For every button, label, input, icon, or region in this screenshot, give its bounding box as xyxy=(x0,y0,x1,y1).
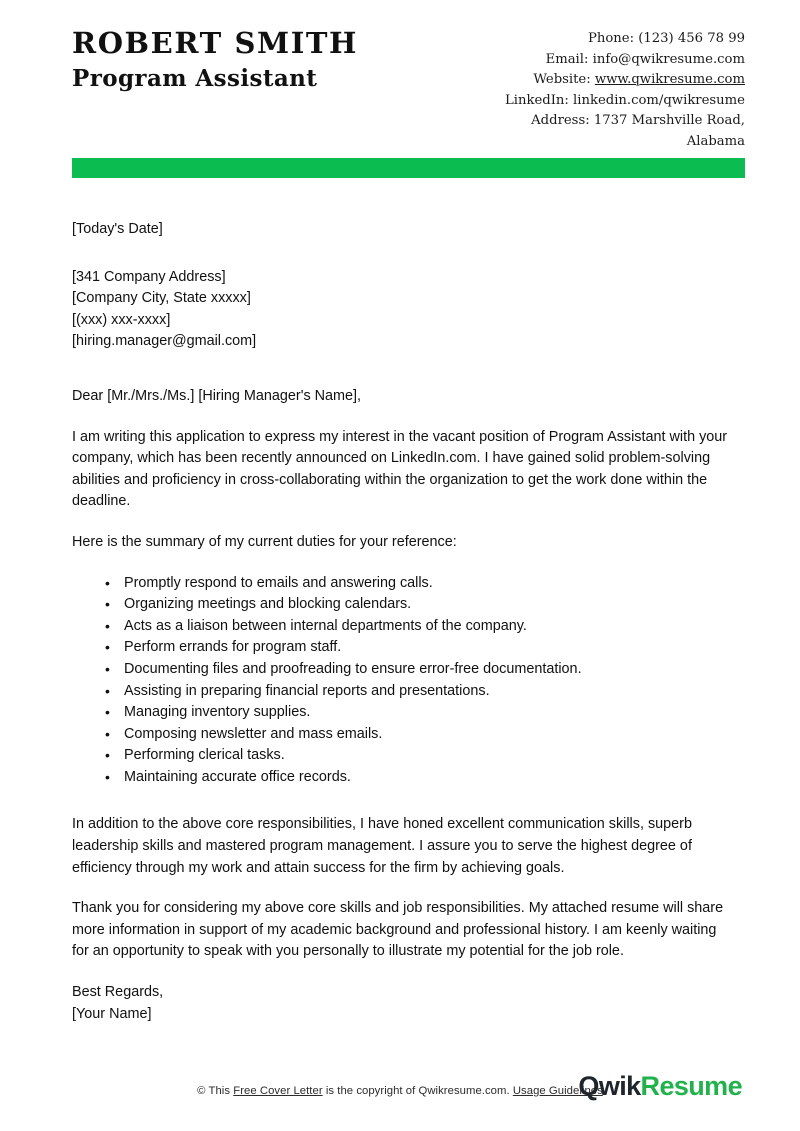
recipient-city-state-zip: [Company City, State xxxxx] xyxy=(72,290,251,307)
list-item xyxy=(72,637,734,659)
bullet-icon: • xyxy=(105,747,110,764)
list-item xyxy=(72,681,734,703)
closing-paragraph-2: Thank you for considering my above core skills and job responsibilities. My attached resume will share more information in support of my academic background and professional history. I am keenly waiting for an opportunity to speak with you personally to illustrate my potential for the job role. xyxy=(72,900,724,960)
list-item-label: Perform errands for program staff. xyxy=(124,639,342,656)
usage-guidelines-link[interactable]: Usage Guidelines xyxy=(512,1085,603,1097)
list-item-label: Organizing meetings and blocking calendars. xyxy=(124,596,412,613)
bullet-icon: • xyxy=(105,574,110,591)
candidate-name: ROBERT SMITH xyxy=(72,26,359,60)
contact-website-link[interactable]: www.qwikresume.com xyxy=(594,72,745,88)
recipient-phone: [(xxx) xxx-xxxx] xyxy=(72,311,171,328)
list-item-label: Assisting in preparing financial reports and presentations. xyxy=(124,682,490,699)
list-item xyxy=(72,702,734,724)
footer-copyright-middle: is the copyright of Qwikresume.com. xyxy=(322,1085,513,1097)
bullet-icon: • xyxy=(105,704,110,721)
list-item xyxy=(72,745,734,767)
closing-paragraph-1: In addition to the above core responsibilities, I have honed excellent communication skills, superb leadership skills and mastered program management. I assure you to serve the highest degree of efficiency through my work and attain success for the firm by achieving goals. xyxy=(72,816,692,876)
spacer xyxy=(72,408,734,427)
list-item xyxy=(72,573,734,595)
logo-text-qwik: Qwik xyxy=(578,1071,641,1101)
list-item xyxy=(72,616,734,638)
recipient-address-block xyxy=(72,267,734,353)
spacer xyxy=(72,353,734,386)
logo-text-resume: Resume xyxy=(640,1071,742,1101)
spacer xyxy=(72,241,734,267)
contact-block xyxy=(505,26,745,153)
spacer xyxy=(72,513,734,532)
contact-email: Email: info@qwikresume.com xyxy=(545,51,745,67)
list-item xyxy=(72,594,734,616)
bullet-icon: • xyxy=(105,596,110,613)
contact-address-line-2: Alabama xyxy=(686,133,745,149)
list-item-label: Acts as a liaison between internal departments of the company. xyxy=(124,617,527,634)
salutation: Dear [Mr./Mrs./Ms.] [Hiring Manager's Name], xyxy=(72,387,362,404)
duties-intro: Here is the summary of my current duties for your reference: xyxy=(72,533,457,550)
duties-list xyxy=(72,573,734,789)
page-footer xyxy=(0,1061,800,1117)
bullet-icon: • xyxy=(105,660,110,677)
list-item xyxy=(72,767,734,789)
contact-phone: Phone: (123) 456 78 99 xyxy=(587,31,745,46)
bullet-icon: • xyxy=(105,682,110,699)
contact-website-label: Website: xyxy=(533,72,595,88)
letter-header xyxy=(0,0,800,153)
bullet-icon: • xyxy=(105,639,110,656)
spacer xyxy=(72,879,734,898)
contact-address-line-1: Address: 1737 Marshville Road, xyxy=(531,113,745,129)
bullet-icon: • xyxy=(105,725,110,742)
list-item-label: Managing inventory supplies. xyxy=(124,704,311,721)
contact-linkedin: LinkedIn: linkedin.com/qwikresume xyxy=(504,92,745,108)
letter-date: [Today's Date] xyxy=(72,221,163,237)
free-cover-letter-link[interactable]: Free Cover Letter xyxy=(233,1085,323,1097)
contact-website-row xyxy=(505,70,745,91)
header-identity xyxy=(72,26,358,94)
list-item-label: Maintaining accurate office records. xyxy=(124,768,351,785)
list-item-label: Performing clerical tasks. xyxy=(124,747,285,764)
list-item xyxy=(72,724,734,746)
list-item-label: Composing newsletter and mass emails. xyxy=(124,725,383,742)
accent-bar xyxy=(72,158,745,178)
signature-block xyxy=(72,982,734,1025)
spacer xyxy=(72,963,734,982)
spacer xyxy=(72,554,734,573)
letter-body xyxy=(72,219,734,1025)
recipient-email: [hiring.manager@gmail.com] xyxy=(72,333,257,350)
qwikresume-logo[interactable] xyxy=(578,1073,742,1100)
bullet-icon: • xyxy=(105,617,110,634)
spacer xyxy=(72,788,734,814)
candidate-job-title: Program Assistant xyxy=(72,65,318,93)
list-item xyxy=(72,659,734,681)
footer-copyright-prefix: © This xyxy=(197,1085,234,1097)
intro-paragraph: I am writing this application to express my interest in the vacant position of Program Assistant with your company, which has been recently announced on LinkedIn.com. I have gained solid problem-solving abilities and proficiency in cross-collaborating within the organization to get the work done within the deadline. xyxy=(72,428,728,510)
list-item-label: Documenting files and proofreading to ensure error-free documentation. xyxy=(124,660,582,677)
list-item-label: Promptly respond to emails and answering calls. xyxy=(124,574,433,591)
recipient-street: [341 Company Address] xyxy=(72,268,226,285)
signature-name: [Your Name] xyxy=(72,1005,152,1022)
bullet-icon: • xyxy=(105,768,110,785)
sign-off: Best Regards, xyxy=(72,984,164,1001)
